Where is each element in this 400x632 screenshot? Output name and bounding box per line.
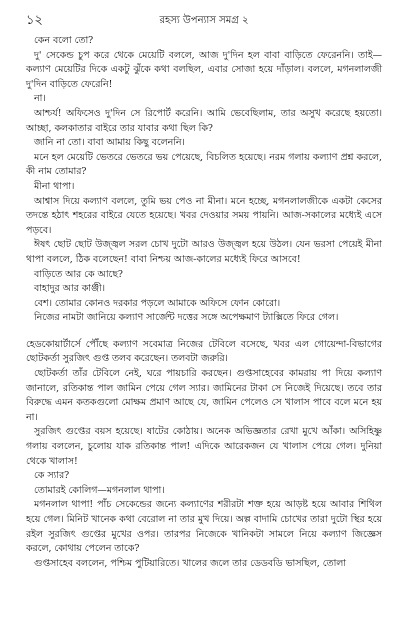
- paragraph: মগনলাল থাপা! পাঁচ সেকেন্ডের জন্যে কল্যাণের শরীরটা শক্ত হয়ে আড়ষ্ট হয়ে আবার শিথিল হয়ে গেল। মিনিট খানেক কথা বেরোল না তার মুখ দিয়ে। অল্প বাদামি চোখের তারা দুটো স্থির হয়ে রইল সুরজিৎ গুপ্তের মুখের ওপর। তারপর নিজেকে খানিকটা সামলে নিয়ে কল্যাণ জিজ্ঞেস করলে, কোথায় পেলেন তাকে?: [26, 499, 382, 555]
- paragraph: সুরজিৎ গুপ্তের বয়স হয়েছে। ষাটের কোঠায়। অনেক অভিজ্ঞতার রেখা মুখে আঁকা। অসিহিষ্ণু গলায় বললেন, চুলোয় যাক রতিকান্ত পাল! এদিকে আরেকজন যে খালাস পেয়ে গেল। দুনিয়া থেকে খালাস!: [26, 426, 382, 467]
- paragraph: আশ্চর্য! অফিসেও দু'দিন সে রিপোর্ট করেনি। আমি ভেবেছিলাম, তার অসুখ করেছে হয়তো। আচ্ছা, কলকাতার বাইরে তার যাবার কথা ছিল কি?: [26, 107, 382, 134]
- paragraph: নিজের নামটা জানিয়ে কল্যাণ সার্জেন্ট দত্তের সঙ্গে অপেক্ষমাণ ট্যাক্সিতে ফিরে গেল।: [34, 312, 339, 324]
- paragraph: বাহাদুর আর কাঞ্জী।: [34, 283, 106, 295]
- page-number: ১২: [26, 13, 43, 28]
- section-break: [26, 326, 382, 338]
- running-title: রহস্য উপন্যাস সমগ্র ২: [159, 15, 249, 26]
- paragraph: মীনা থাপা।: [34, 180, 75, 192]
- body-text: [26, 34, 382, 571]
- paragraph: জানি না তো। বাবা আমায় কিছু বলেননি।: [34, 137, 185, 149]
- paragraph: মনে হল মেয়েটি ভেতরে ভেতরে ভয় পেয়েছে, বিচলিত হয়েছে। নরম গলায় কল্যাণ প্রশ্ন করলে, কী নাম তোমার?: [26, 151, 382, 178]
- paragraph: তোমারই কোলিগ—মগনলাল থাপা।: [34, 484, 165, 496]
- paragraph: আশ্বাস দিয়ে কল্যাণ বললে, তুমি ভয় পেও না মীনা। মনে হচ্ছে, মগনলালজীকে একটা কেসের তদন্তে হঠাৎ শহরের বাইরে যেতে হয়েছে। খবর দেওয়ার সময় পায়নি। আজ-সকালের মধ্যেই এসে পড়বে।: [26, 195, 382, 236]
- page-header: [26, 10, 382, 30]
- paragraph: বেশ। তোমার কোনও দরকার পড়লে আমাকে অফিসে ফোন কোরো।: [34, 297, 281, 309]
- paragraph: হেডকোয়ার্টার্সে পৌঁছে কল্যাণ সবেমাত্র নিজের টেবিলে বসেছে, খবর এল গোয়েন্দা-বিভাগের ছোটকর্তা সুরজিৎ গুপ্ত তলব করেছেন। তলবটা জরুরি।: [26, 338, 382, 365]
- paragraph: ঈষৎ ছোট ছোট উজ্জ্বল সরল চোখ দুটো আরও উজ্জ্বল হয়ে উঠল। যেন ভরসা পেয়েই মীনা থাপা বললে, ঠিক বলেছেন! বাবা নিশ্চয় আজ-কালের মধ্যেই ফিরে আসবে!: [26, 239, 382, 265]
- paragraph: না।: [34, 93, 46, 105]
- paragraph: দু' সেকেন্ড চুপ করে থেকে মেয়েটি বললে, আজ দু'দিন হল বাবা বাড়িতে ফেরেননি। তাই— কল্যাণ মেয়েটির দিকে একটু ঝুঁকে কথা বলছিল, এবার সোজা হয়ে দাঁড়াল। বললে, মগনলালজী দু'দিন বাড়িতে ফেরেনি!: [26, 49, 382, 90]
- paragraph: গুপ্তসাহেব বললেন, পশ্চিম পুটিয়ারিতে। খালের জলে তার ডেডবডি ভাসছিল, তোলা: [34, 557, 346, 569]
- paragraph: ছোটকর্তা তাঁর টেবিলে নেই, ঘরে পায়চারি করছেন। গুপ্তসাহেবের কামরায় পা দিয়ে কল্যাণ জানালে, রতিকান্ত পাল জামিন পেয়ে গেল স্যার। জামিনের টাকা সে নিজেই দিয়েছে। তবে তার বিরুদ্ধে এমন কতকগুলো মোক্ষম প্রমাণ আছে যে, জামিন পেলেও সে খালাস পাবে বলে মনে হয় না।: [26, 368, 382, 423]
- paragraph: বাড়িতে আর কে আছে?: [34, 268, 123, 280]
- paragraph: কেন বলো তো?: [34, 35, 94, 46]
- paragraph: কে স্যার?: [34, 470, 70, 482]
